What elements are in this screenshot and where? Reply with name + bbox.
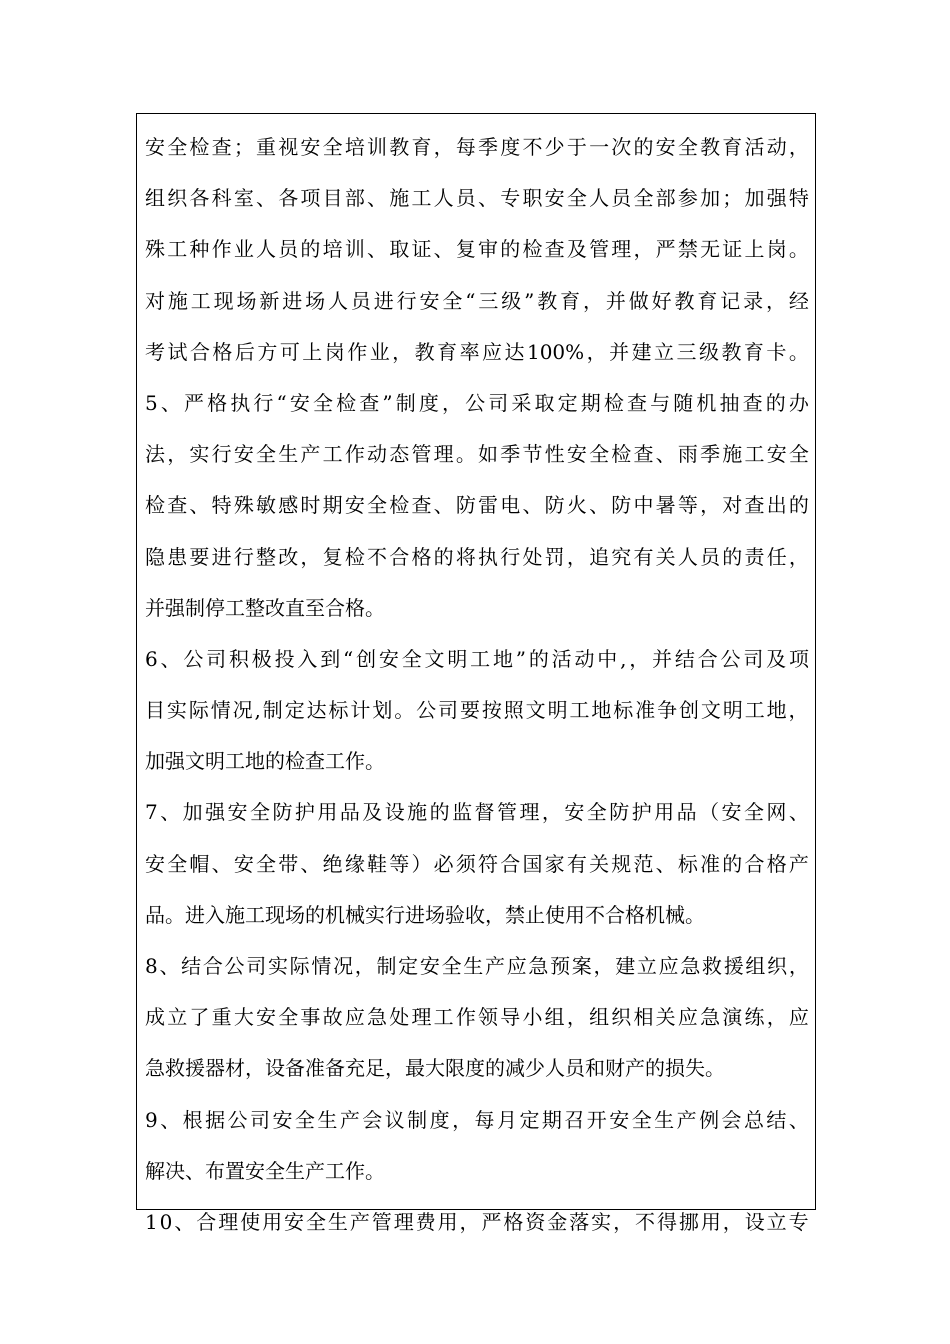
text-line: 解决、布置安全生产工作。 xyxy=(145,1158,385,1183)
text-line: 7 、 加 强 安 全 防 护 用 品 及 设 施 的 监 督 管 理 ， 安 全 防 护 用 品 （ 安 全 网 、 xyxy=(145,800,809,825)
text-line: 并强制停工整改直至合格。 xyxy=(145,595,385,620)
text-line: 8 、 结 合 公 司 实 际 情 况 ， 制 定 安 全 生 产 应 急 预 案 ， 建 立 应 急 救 援 组 织 ， xyxy=(145,954,809,978)
text-line: 法 ， 实 行 安 全 生 产 工 作 动 态 管 理 。 如 季 节 性 安 全 检 查 、 雨 季 施 工 安 全 xyxy=(145,442,809,467)
text-line: 对 施 工 现 场 新 进 场 人 员 进 行 安 全 “ 三 级 ” 教 育 ， 并 做 好 教 育 记 录 ， 经 xyxy=(145,288,809,313)
text-line: 考 试 合 格 后 方 可 上 岗 作 业 ， 教 育 率 应 达 100% ， 并 建 立 三 级 教 育 卡 。 xyxy=(145,339,809,364)
text-line: 1 0 、 合 理 使 用 安 全 生 产 管 理 费 用 ， 严 格 资 金 落 实 ， 不 得 挪 用 ， 设 立 专 xyxy=(145,1209,809,1234)
text-line: 检 查 、 特 殊 敏 感 时 期 安 全 检 查 、 防 雷 电 、 防 火 、 防 中 暑 等 ， 对 查 出 的 xyxy=(145,493,809,518)
text-line: 9 、 根 据 公 司 安 全 生 产 会 议 制 度 ， 每 月 定 期 召 开 安 全 生 产 例 会 总 结 、 xyxy=(145,1107,809,1132)
text-line: 加强文明工地的检查工作。 xyxy=(145,749,385,774)
text-line: 急救援器材，设备准备充足，最大限度的减少人员和财产的损失。 xyxy=(145,1056,725,1081)
text-line: 成 立 了 重 大 安 全 事 故 应 急 处 理 工 作 领 导 小 组 ， 组 织 相 关 应 急 演 练 ， 应 xyxy=(145,1005,809,1030)
text-line: 隐 患 要 进 行 整 改 ， 复 检 不 合 格 的 将 执 行 处 罚 ， 追 究 有 关 人 员 的 责 任 ， xyxy=(145,544,809,569)
text-line: 组 织 各 科 室 、 各 项 目 部 、 施 工 人 员 、 专 职 安 全 人 员 全 部 参 加 ； 加 强 特 xyxy=(145,186,809,211)
document-body xyxy=(145,122,809,1248)
text-line: 安 全 帽 、 安 全 带 、 绝 缘 鞋 等 ） 必 须 符 合 国 家 有 关 规 范 、 标 准 的 合 格 产 xyxy=(145,851,809,876)
text-line: 目 实 际 情 况 , 制 定 达 标 计 划 。 公 司 要 按 照 文 明 工 地 标 准 争 创 文 明 工 地 ， xyxy=(145,698,809,723)
text-line: 品。进入施工现场的机械实行进场验收，禁止使用不合格机械。 xyxy=(145,902,705,927)
text-line: 安 全 检 查 ； 重 视 安 全 培 训 教 育 ， 每 季 度 不 少 于 一 次 的 安 全 教 育 活 动 ， xyxy=(145,135,809,159)
text-line: 5 、 严 格 执 行 “ 安 全 检 查 ” 制 度 ， 公 司 采 取 定 期 检 查 与 随 机 抽 查 的 办 xyxy=(145,390,809,415)
text-line: 6 、 公 司 积 极 投 入 到 “ 创 安 全 文 明 工 地 ” 的 活 动 中 , ， 并 结 合 公 司 及 项 xyxy=(145,646,809,671)
text-line: 殊 工 种 作 业 人 员 的 培 训 、 取 证 、 复 审 的 检 查 及 管 理 ， 严 禁 无 证 上 岗 。 xyxy=(145,237,809,262)
document-frame xyxy=(136,113,816,1234)
